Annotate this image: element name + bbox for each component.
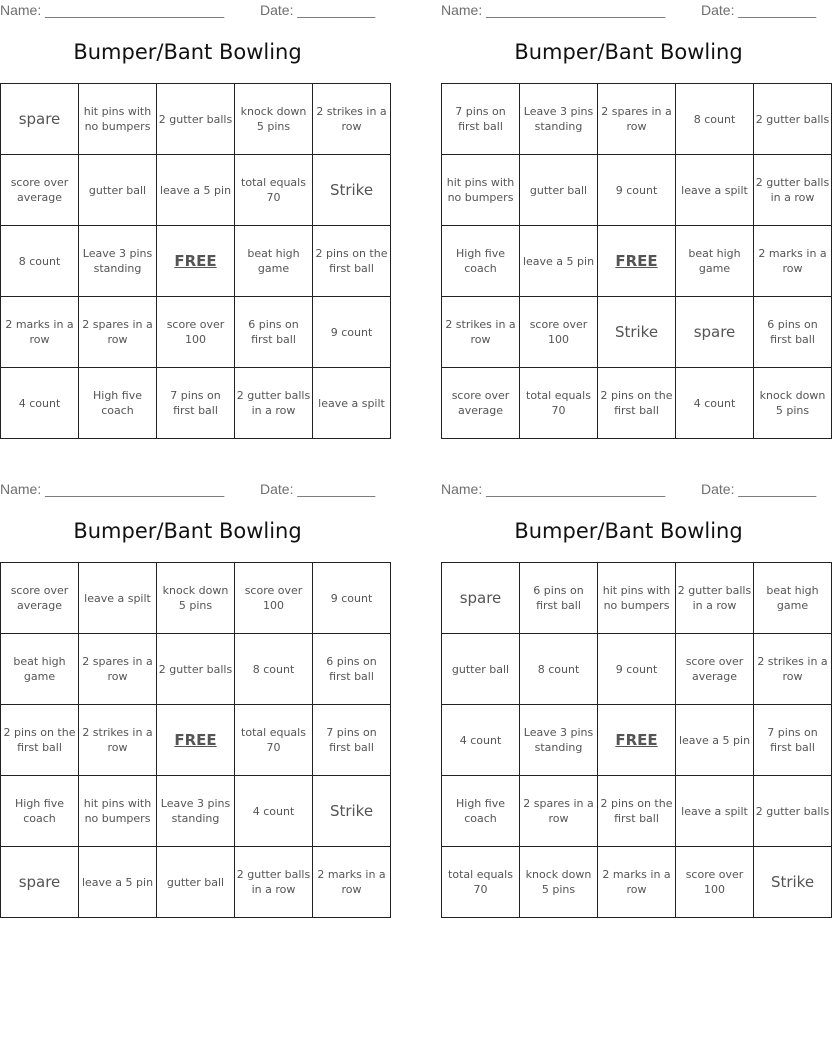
date-label: Date: __________ [260, 2, 376, 18]
grid-cell: 2 gutter balls [157, 84, 235, 155]
grid-row [1, 776, 391, 847]
date-label: Date: __________ [701, 2, 817, 18]
grid-cell: leave a 5 pin [157, 155, 235, 226]
grid-row [1, 155, 391, 226]
card-title: Bumper/Bant Bowling [73, 519, 302, 543]
header-line [0, 2, 375, 20]
name-label: Name: _______________________ [441, 481, 666, 497]
grid-cell: hit pins with no bumpers [79, 84, 157, 155]
grid-row [442, 155, 832, 226]
grid-row [1, 563, 391, 634]
grid-cell: 8 count [235, 634, 313, 705]
grid-row [442, 563, 832, 634]
grid-cell: 2 pins on the first ball [598, 776, 676, 847]
grid-row [442, 847, 832, 918]
grid-row [1, 634, 391, 705]
grid-cell: gutter ball [79, 155, 157, 226]
grid-cell: 2 gutter balls in a row [676, 563, 754, 634]
grid-cell: Leave 3 pins standing [520, 84, 598, 155]
grid-cell: Leave 3 pins standing [79, 226, 157, 297]
grid-cell: knock down 5 pins [157, 563, 235, 634]
grid-cell: knock down 5 pins [235, 84, 313, 155]
card-title: Bumper/Bant Bowling [514, 519, 743, 543]
grid-cell: 9 count [313, 563, 391, 634]
grid-cell: knock down 5 pins [520, 847, 598, 918]
grid-cell: score over average [676, 634, 754, 705]
bingo-grid [0, 562, 391, 918]
grid-row [1, 297, 391, 368]
grid-cell: leave a spilt [676, 155, 754, 226]
grid-cell: hit pins with no bumpers [442, 155, 520, 226]
grid-cell: 2 gutter balls in a row [754, 155, 832, 226]
grid-cell: 6 pins on first ball [313, 634, 391, 705]
grid-cell: 4 count [442, 705, 520, 776]
grid-cell: 7 pins on first ball [754, 705, 832, 776]
grid-row [442, 368, 832, 439]
bingo-card-1 [0, 0, 388, 440]
grid-cell: 2 spares in a row [520, 776, 598, 847]
grid-cell: score over average [1, 155, 79, 226]
grid-cell: 2 pins on the first ball [1, 705, 79, 776]
name-label: Name: _______________________ [0, 481, 225, 497]
bingo-card-4 [441, 479, 830, 919]
grid-row [442, 705, 832, 776]
free-space: FREE [157, 705, 235, 776]
grid-cell: 7 pins on first ball [313, 705, 391, 776]
grid-cell: spare [1, 84, 79, 155]
grid-cell: 4 count [235, 776, 313, 847]
grid-cell: 2 gutter balls in a row [235, 847, 313, 918]
grid-cell: leave a spilt [676, 776, 754, 847]
grid-cell: leave a 5 pin [676, 705, 754, 776]
grid-cell: 2 strikes in a row [79, 705, 157, 776]
grid-cell: 6 pins on first ball [520, 563, 598, 634]
grid-row [442, 776, 832, 847]
grid-cell: 2 gutter balls [754, 776, 832, 847]
grid-cell: gutter ball [520, 155, 598, 226]
name-label: Name: _______________________ [441, 2, 666, 18]
bingo-card-2 [441, 0, 830, 440]
grid-cell: spare [1, 847, 79, 918]
grid-cell: spare [676, 297, 754, 368]
grid-row [442, 634, 832, 705]
grid-cell: beat high game [676, 226, 754, 297]
grid-cell: 2 gutter balls in a row [235, 368, 313, 439]
header-line [0, 481, 375, 499]
grid-cell: beat high game [235, 226, 313, 297]
grid-cell: knock down 5 pins [754, 368, 832, 439]
grid-cell: total equals 70 [235, 705, 313, 776]
grid-cell: gutter ball [442, 634, 520, 705]
grid-cell: 8 count [520, 634, 598, 705]
bingo-card-3 [0, 479, 386, 919]
grid-cell: 7 pins on first ball [442, 84, 520, 155]
grid-cell: 9 count [313, 297, 391, 368]
grid-cell: 6 pins on first ball [754, 297, 832, 368]
grid-cell: score over 100 [520, 297, 598, 368]
grid-cell: leave a spilt [313, 368, 391, 439]
free-space: FREE [598, 705, 676, 776]
grid-cell: 2 gutter balls [157, 634, 235, 705]
grid-cell: 2 gutter balls [754, 84, 832, 155]
grid-row [442, 226, 832, 297]
grid-cell: Strike [313, 155, 391, 226]
grid-cell: High five coach [1, 776, 79, 847]
bingo-grid [441, 83, 832, 439]
grid-cell: High five coach [442, 226, 520, 297]
grid-row [1, 847, 391, 918]
grid-cell: 2 marks in a row [1, 297, 79, 368]
grid-cell: 2 pins on the first ball [598, 368, 676, 439]
grid-cell: hit pins with no bumpers [79, 776, 157, 847]
grid-cell: 9 count [598, 634, 676, 705]
name-label: Name: _______________________ [0, 2, 225, 18]
grid-cell: High five coach [442, 776, 520, 847]
grid-cell: 2 strikes in a row [442, 297, 520, 368]
grid-cell: score over 100 [235, 563, 313, 634]
grid-cell: 2 spares in a row [79, 634, 157, 705]
grid-cell: 9 count [598, 155, 676, 226]
grid-cell: 8 count [1, 226, 79, 297]
grid-cell: 2 pins on the first ball [313, 226, 391, 297]
grid-cell: Leave 3 pins standing [520, 705, 598, 776]
grid-cell: leave a 5 pin [79, 847, 157, 918]
grid-cell: score over 100 [157, 297, 235, 368]
grid-cell: High five coach [79, 368, 157, 439]
header-line [441, 481, 816, 499]
grid-cell: leave a 5 pin [520, 226, 598, 297]
grid-cell: 2 marks in a row [313, 847, 391, 918]
grid-cell: 2 spares in a row [79, 297, 157, 368]
card-title: Bumper/Bant Bowling [514, 40, 743, 64]
grid-cell: Leave 3 pins standing [157, 776, 235, 847]
grid-row [1, 368, 391, 439]
free-space: FREE [157, 226, 235, 297]
grid-row [442, 297, 832, 368]
grid-cell: 4 count [1, 368, 79, 439]
grid-cell: Strike [313, 776, 391, 847]
grid-cell: Strike [754, 847, 832, 918]
card-title: Bumper/Bant Bowling [73, 40, 302, 64]
grid-row [1, 226, 391, 297]
grid-cell: spare [442, 563, 520, 634]
grid-cell: hit pins with no bumpers [598, 563, 676, 634]
grid-cell: 6 pins on first ball [235, 297, 313, 368]
grid-cell: 2 strikes in a row [754, 634, 832, 705]
date-label: Date: __________ [701, 481, 817, 497]
grid-cell: 2 marks in a row [598, 847, 676, 918]
grid-cell: leave a spilt [79, 563, 157, 634]
grid-cell: total equals 70 [235, 155, 313, 226]
grid-cell: beat high game [1, 634, 79, 705]
grid-cell: score over average [1, 563, 79, 634]
grid-cell: score over 100 [676, 847, 754, 918]
bingo-grid [441, 562, 832, 918]
grid-row [1, 84, 391, 155]
grid-cell: 2 spares in a row [598, 84, 676, 155]
bingo-grid [0, 83, 391, 439]
grid-row [442, 84, 832, 155]
free-space: FREE [598, 226, 676, 297]
grid-cell: gutter ball [157, 847, 235, 918]
header-line [441, 2, 816, 20]
grid-cell: score over average [442, 368, 520, 439]
grid-cell: Strike [598, 297, 676, 368]
grid-cell: beat high game [754, 563, 832, 634]
grid-cell: 4 count [676, 368, 754, 439]
grid-cell: 2 strikes in a row [313, 84, 391, 155]
grid-row [1, 705, 391, 776]
grid-cell: 8 count [676, 84, 754, 155]
grid-cell: total equals 70 [520, 368, 598, 439]
grid-cell: 7 pins on first ball [157, 368, 235, 439]
date-label: Date: __________ [260, 481, 376, 497]
grid-cell: total equals 70 [442, 847, 520, 918]
grid-cell: 2 marks in a row [754, 226, 832, 297]
